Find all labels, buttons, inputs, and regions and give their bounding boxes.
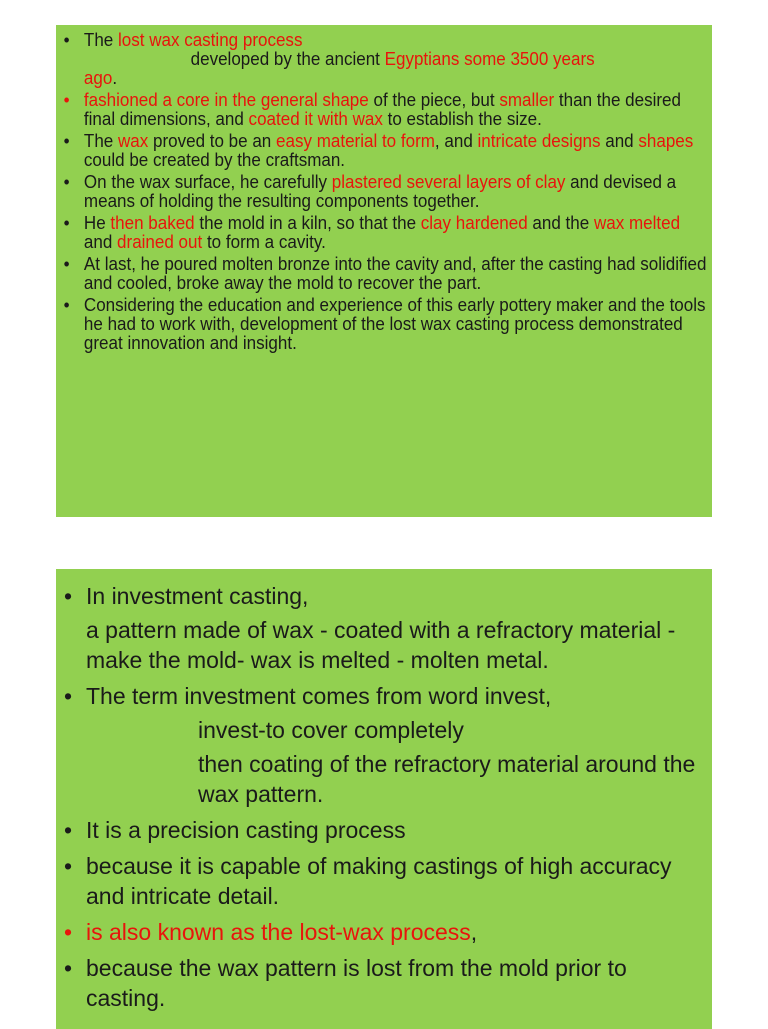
bullet-subline (60, 749, 702, 809)
highlight-text: fashioned a core in the general shape (83, 89, 369, 110)
text: to establish the size. (382, 108, 542, 129)
bullet-dot: • (63, 89, 70, 110)
bullet-item (60, 681, 702, 711)
bullet-dot: • (64, 955, 73, 981)
bullet-item (60, 581, 702, 611)
bullet-item (60, 254, 710, 292)
text: proved to be an (148, 130, 277, 151)
text: On the wax surface, he carefully (83, 171, 332, 192)
bullet-dot: • (63, 171, 70, 192)
text: and (600, 130, 639, 151)
text: because the wax pattern is lost from the mold prior to casting. (86, 955, 627, 1011)
highlight-text: wax (117, 130, 149, 151)
highlight-text: easy material to form (276, 130, 435, 151)
bullet-item (60, 30, 710, 49)
text: could be created by the craftsman. (83, 149, 346, 170)
bullet-dot: • (64, 853, 73, 879)
highlight-text: clay hardened (420, 212, 528, 233)
bullet-dot: • (63, 253, 70, 274)
highlight-text: then baked (110, 212, 195, 233)
text: In investment casting, (86, 583, 309, 609)
bullet-dot: • (64, 683, 73, 709)
slide-2 (56, 569, 712, 1029)
text: . (112, 67, 118, 88)
text: than the desired final dimensions, and (83, 89, 681, 129)
bullet-dot: • (63, 212, 70, 233)
highlight-text: wax melted (593, 212, 681, 233)
text: the mold in a kiln, so that the (194, 212, 421, 233)
text: of the piece, but (368, 89, 500, 110)
bullet-dot: • (64, 583, 73, 609)
bullet-item (60, 131, 710, 169)
text: and the (527, 212, 594, 233)
text: developed by the ancient (190, 48, 385, 69)
slide-1 (56, 25, 712, 517)
highlight-text: Egyptians some 3500 years (384, 48, 595, 69)
text: The (83, 29, 118, 50)
bullet-item (60, 295, 710, 352)
bullet-subline (60, 615, 702, 675)
bullet-subline (60, 68, 710, 87)
bullet-subline (60, 715, 702, 745)
bullet-dot: • (64, 919, 73, 945)
highlight-text: shapes (638, 130, 694, 151)
highlight-text: coated it with wax (248, 108, 383, 129)
text: then coating of the refractory material around the wax pattern. (198, 751, 696, 807)
bullet-subline (60, 49, 768, 68)
bullet-dot: • (63, 130, 70, 151)
highlight-text: is also known as the lost-wax process (86, 919, 471, 945)
bullet-item (60, 172, 710, 210)
bullet-item (60, 917, 702, 947)
bullet-dot: • (63, 294, 70, 315)
text: The term investment comes from word invest, (86, 683, 552, 709)
highlight-text: plastered several layers of clay (331, 171, 566, 192)
bullet-item (60, 90, 710, 128)
text: , and (434, 130, 478, 151)
text: The (83, 130, 118, 151)
highlight-text: smaller (499, 89, 555, 110)
highlight-text: drained out (117, 231, 203, 252)
text: He (83, 212, 111, 233)
bullet-item (60, 815, 702, 845)
text: invest-to cover completely (198, 717, 464, 743)
highlight-text: intricate designs (477, 130, 601, 151)
text: to form a cavity. (202, 231, 326, 252)
text: a pattern made of wax - coated with a refractory material - make the mold- wax is melted - molten metal. (86, 617, 676, 673)
text: At last, he poured molten bronze into the cavity and, after the casting had solidified and cooled, broke away the mold to recover the part. (83, 253, 707, 293)
bullet-item (60, 851, 702, 911)
text: because it is capable of making castings of high accuracy and intricate detail. (86, 853, 672, 909)
text: Considering the education and experience of this early pottery maker and the tools he had to work with, development of the lost wax casting process demonstrated great innovation and insight. (83, 294, 706, 353)
text: It is a precision casting process (86, 817, 406, 843)
text: , (470, 919, 478, 945)
text: and devised a means of holding the resulting components together. (83, 171, 677, 211)
bullet-dot: • (64, 817, 73, 843)
highlight-text: lost wax casting process (117, 29, 303, 50)
bullet-item (60, 213, 710, 251)
bullet-item (60, 953, 702, 1013)
highlight-text: ago (83, 67, 113, 88)
text: and (83, 231, 118, 252)
bullet-dot: • (63, 29, 70, 50)
